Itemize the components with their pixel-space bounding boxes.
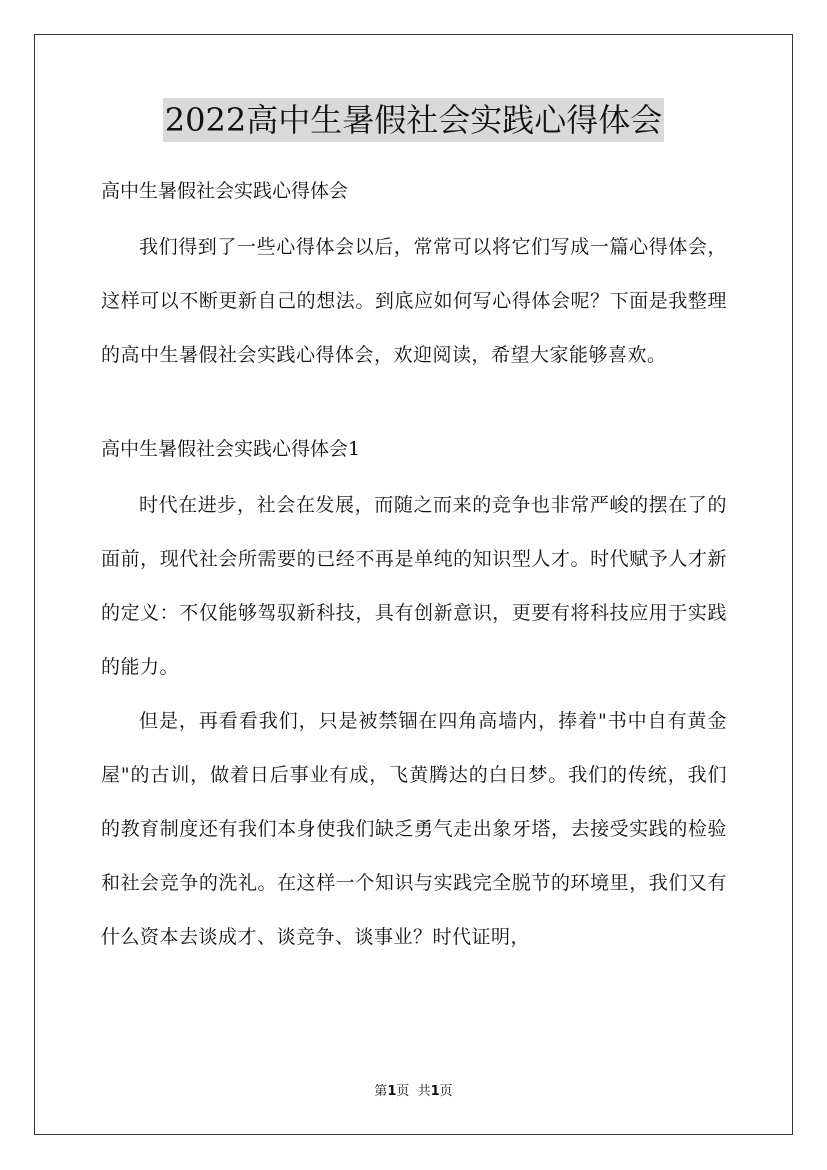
- document-title: 2022高中生暑假社会实践心得体会: [163, 98, 664, 142]
- title-container: [0, 98, 827, 142]
- intro-heading: 高中生暑假社会实践心得体会: [101, 180, 349, 202]
- section-gap: [101, 382, 727, 420]
- intro-paragraph: 我们得到了一些心得体会以后，常常可以将它们写成一篇心得体会，这样可以不断更新自己的想法。到底应如何写心得体会呢？下面是我整理的高中生暑假社会实践心得体会，欢迎阅读，希望大家能够喜欢。: [101, 236, 727, 366]
- footer-prefix: 第: [374, 1084, 388, 1099]
- footer-middle: 页 共: [396, 1084, 431, 1099]
- section1-heading: 高中生暑假社会实践心得体会1: [101, 438, 361, 460]
- document-body: [101, 162, 727, 964]
- footer-total-pages: 1: [430, 1084, 440, 1099]
- footer-page-number: 1: [387, 1084, 397, 1099]
- page-footer: [0, 1083, 827, 1101]
- footer-suffix: 页: [439, 1084, 453, 1099]
- section1-paragraph-1: 时代在进步，社会在发展，而随之而来的竞争也非常严峻的摆在了的面前，现代社会所需要的已经不再是单纯的知识型人才。时代赋予人才新的定义：不仅能够驾驭新科技，具有创新意识，更要有将科技应用于实践的能力。: [101, 494, 727, 678]
- section1-paragraph-2: 但是，再看看我们，只是被禁锢在四角高墙内，捧着"书中自有黄金屋"的古训，做着日后事业有成，飞黄腾达的白日梦。我们的传统，我们的教育制度还有我们本身使我们缺乏勇气走出象牙塔，去接受实践的检验和社会竞争的洗礼。在这样一个知识与实践完全脱节的环境里，我们又有什么资本去谈成才、谈竞争、谈事业？时代证明，: [101, 710, 727, 948]
